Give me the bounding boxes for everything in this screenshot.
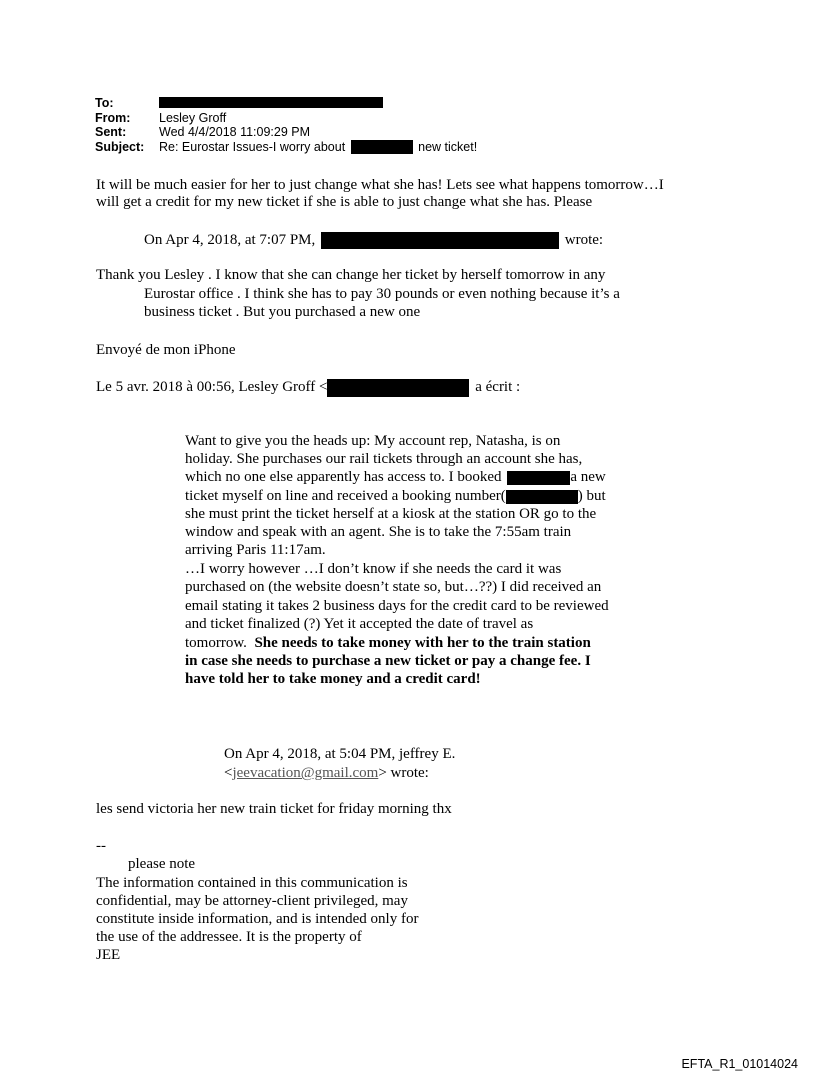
- from-row: [95, 111, 477, 126]
- redacted-subject-name: [351, 140, 413, 154]
- lg-line-3-end: a new: [570, 469, 606, 485]
- subject-text-end: new ticket!: [418, 139, 478, 154]
- lg-line-1: Want to give you the heads up: My account rep, Natasha, is on: [185, 433, 561, 449]
- redacted-name-3: [507, 471, 570, 485]
- lg-line-13: in case she needs to purchase a new ticket or pay a change fee. I: [185, 653, 591, 669]
- note-line-5: JEE: [96, 947, 121, 963]
- quote-header-1: [144, 231, 603, 249]
- document-id: EFTA_R1_01014024: [681, 1057, 798, 1071]
- sent-value: Wed 4/4/2018 11:09:29 PM: [159, 125, 311, 139]
- sent-row: [95, 125, 477, 140]
- signature-separator: --: [96, 838, 106, 854]
- note-title: please note: [128, 856, 196, 872]
- redacted-sender-1: [321, 232, 559, 249]
- lg-line-7: arriving Paris 11:17am.: [185, 542, 326, 558]
- from-label: From:: [95, 110, 131, 125]
- note-line-4: the use of the addressee. It is the property of: [96, 929, 362, 945]
- note-line-1: The information contained in this communication is: [96, 875, 408, 891]
- subject-text-start: Re: Eurostar Issues-I worry about: [159, 139, 346, 154]
- to-row: [95, 96, 477, 111]
- lg-line-9: purchased on (the website doesn’t state so, but…??) I did received an: [185, 579, 602, 595]
- quote-header-1-prefix: On Apr 4, 2018, at 7:07 PM,: [144, 232, 316, 248]
- redacted-email-2: [327, 379, 469, 397]
- quote-header-2-prefix: Le 5 avr. 2018 à 00:56, Lesley Groff <: [96, 379, 328, 395]
- quote-header-3-suffix: wrote:: [386, 765, 429, 781]
- lg-line-14: have told her to take money and a credit card!: [185, 671, 481, 687]
- quote-header-2-suffix: a écrit :: [475, 379, 521, 395]
- sender-email-link[interactable]: jeevacation@gmail.com: [232, 765, 379, 781]
- redacted-recipient: [159, 97, 383, 108]
- lg-line-10: email stating it takes 2 business days for the credit card to be reviewed: [185, 598, 609, 614]
- from-value: Lesley Groff: [159, 110, 227, 125]
- redacted-booking-number: [506, 490, 578, 504]
- lg-line-12-bold: She needs to take money with her to the train station: [254, 635, 591, 651]
- lg-line-4-end: ) but: [577, 488, 606, 504]
- subject-value: [159, 140, 477, 155]
- lg-line-4-start: ticket myself on line and received a booking number(: [185, 488, 506, 504]
- message-2-line-3: business ticket . But you purchased a new one: [144, 304, 421, 320]
- email-header: [95, 96, 477, 154]
- message-2-line-1: Thank you Lesley . I know that she can change her ticket by herself tomorrow in any: [96, 267, 606, 283]
- lg-line-12-start: tomorrow.: [185, 635, 247, 651]
- lg-line-5: she must print the ticket herself at a kiosk at the station OR go to the: [185, 506, 597, 522]
- lg-line-2: holiday. She purchases our rail tickets through an account she has,: [185, 451, 583, 467]
- reply-line-1: It will be much easier for her to just change what she has! Lets see what happens tomorrow…I: [96, 177, 664, 193]
- quote-header-3-line-2: <jeevacation@gmail.com> wrote:: [224, 765, 429, 781]
- lg-line-4: [185, 487, 606, 505]
- quote-header-3-line-1: On Apr 4, 2018, at 5:04 PM, jeffrey E.: [224, 746, 456, 762]
- note-line-2: confidential, may be attorney-client privileged, may: [96, 893, 408, 909]
- iphone-signature: Envoyé de mon iPhone: [96, 342, 236, 358]
- lg-line-12: [185, 634, 591, 652]
- sent-label: Sent:: [95, 125, 127, 139]
- reply-line-2: will get a credit for my new ticket if she is able to just change what she has. Please: [96, 194, 593, 210]
- lg-line-6: window and speak with an agent. She is to take the 7:55am train: [185, 524, 572, 540]
- lg-line-3: [185, 468, 606, 486]
- lg-line-11: and ticket finalized (?) Yet it accepted the date of travel as: [185, 616, 534, 632]
- note-line-3: constitute inside information, and is intended only for: [96, 911, 419, 927]
- quote-header-1-suffix: wrote:: [564, 232, 604, 248]
- quote-header-2: [96, 378, 520, 397]
- to-label: To:: [95, 96, 114, 110]
- subject-row: [95, 140, 477, 155]
- lg-line-3-start: which no one else apparently has access to. I booked: [185, 469, 502, 485]
- subject-label: Subject:: [95, 139, 145, 154]
- original-message: les send victoria her new train ticket for friday morning thx: [96, 801, 452, 817]
- message-2-line-2: Eurostar office . I think she has to pay 30 pounds or even nothing because it’s a: [144, 286, 620, 302]
- lg-line-8: …I worry however …I don’t know if she needs the card it was: [185, 561, 562, 577]
